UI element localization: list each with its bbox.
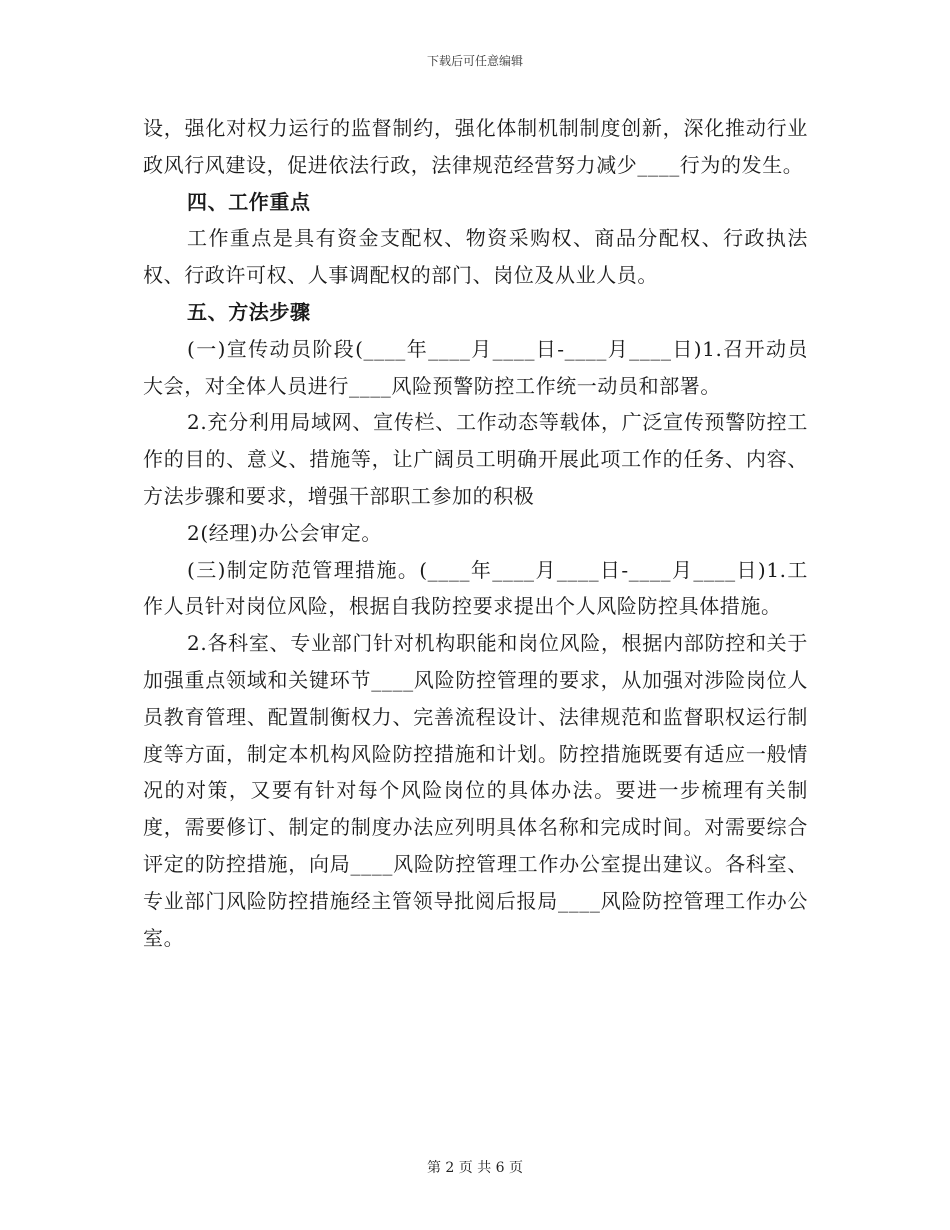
paragraph-stage-one: (一)宣传动员阶段(____年____月____日-____月____日)1.召开动员大会，对全体人员进行____风险预警防控工作统一动员和部署。 [143, 336, 808, 398]
paragraph-stage-three: (三)制定防范管理措施。(____年____月____日-____月____日)1.工作人员针对岗位风险，根据自我防控要求提出个人风险防控具体措施。 [143, 557, 808, 619]
paragraph-manager-review: 2(经理)办公会审定。 [187, 520, 382, 545]
document-body [143, 110, 808, 956]
page-header: 下载后可任意编辑 [426, 54, 523, 68]
paragraph-work-focus: 工作重点是具有资金支配权、物资采购权、商品分配权、行政执法权、行政许可权、人事调配权的部门、岗位及从业人员。 [143, 226, 808, 288]
section-heading-methods: 五、方法步骤 [187, 299, 311, 324]
paragraph-continuation: 设，强化对权力运行的监督制约，强化体制机制制度创新，深化推动行业政风行风建设，促进依法行政，法律规范经营努力减少____行为的发生。 [143, 116, 808, 177]
section-heading-work-focus: 四、工作重点 [187, 189, 311, 214]
paragraph-stage-one-item-2: 2.充分利用局域网、宣传栏、工作动态等载体，广泛宣传预警防控工作的目的、意义、措施等，让广阔员工明确开展此项工作的任务、内容、方法步骤和要求，增强干部职工参加的积极 [143, 410, 808, 508]
paragraph-stage-three-item-2: 2.各科室、专业部门针对机构职能和岗位风险，根据内部防控和关于加强重点领域和关键环节____风险防控管理的要求，从加强对涉险岗位人员教育管理、配置制衡权力、完善流程设计、法律规范和监督职权运行制度等方面，制定本机构风险防控措施和计划。防控措施既要有适应一般情况的对策，又要有针对每个风险岗位的具体办法。要进一步梳理有关制度，需要修订、制定的制度办法应列明具体名称和完成时间。对需要综合评定的防控措施，向局____风险防控管理工作办公室提出建议。各科室、专业部门风险防控措施经主管领导批阅后报局____风险防控管理工作办公室。 [143, 631, 808, 950]
page-number-footer: 第 2 页 共 6 页 [426, 1160, 524, 1176]
